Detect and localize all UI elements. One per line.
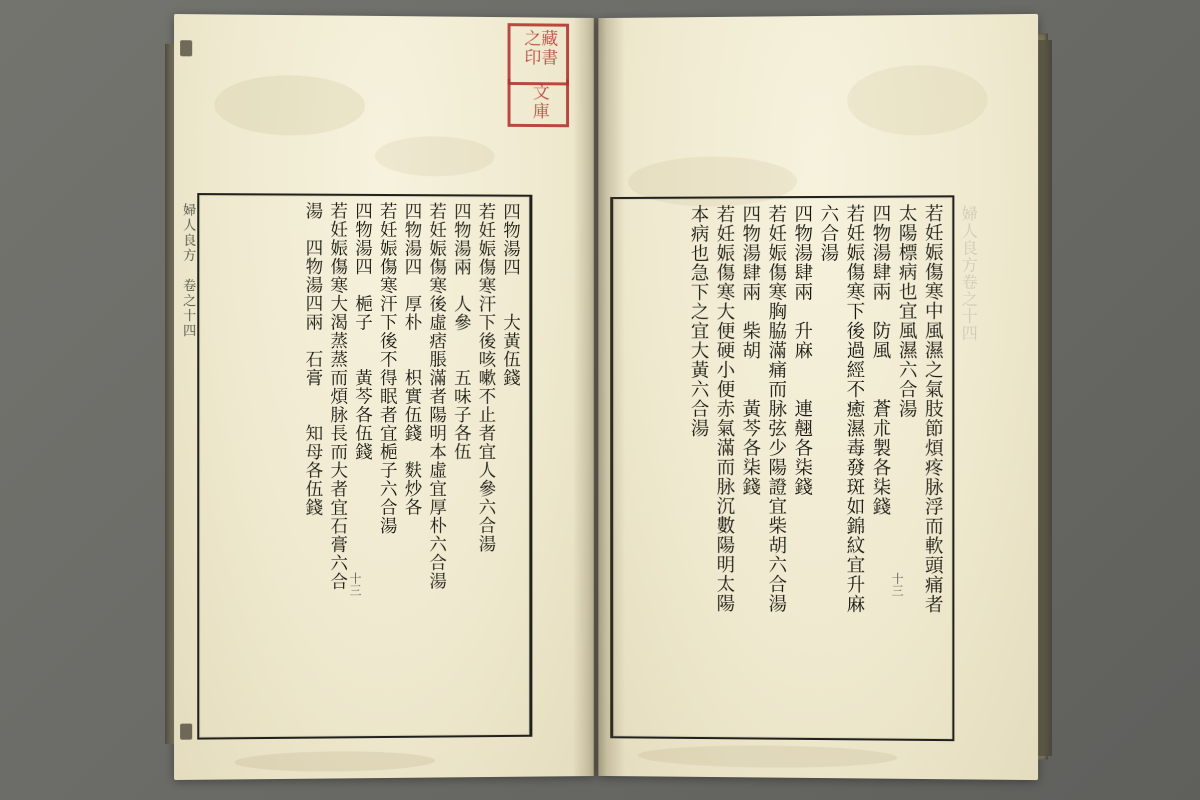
text-column: 若妊娠傷寒大渴蒸蒸而煩脉長而大者宜石膏六合 [327,201,348,591]
text-column: 太陽標病也宜風濕六合湯 [896,203,918,419]
text-column: 六合湯 [817,203,839,263]
paper-stain [638,744,897,768]
paper-stain [375,136,495,177]
paper-stain [235,751,435,773]
text-column: 四物湯四 厚朴 枳實伍錢 麩炒各 [401,202,422,517]
text-column: 四物湯四 梔子 黃芩各伍錢 [352,201,373,462]
text-column: 若妊娠傷寒汗下後咳嗽不止者宜人參六合湯 [475,202,496,554]
page-edge-right-shadow [1038,40,1052,756]
text-column: 四物湯肆兩 升麻 連翹各柒錢 [791,204,813,497]
right-text-frame [610,195,954,741]
collection-seal-upper: 藏書之印 [508,23,569,85]
left-page-folio: 十三 [347,572,363,597]
binding-stitch [180,40,192,56]
paper-stain [847,65,988,136]
text-column: 湯 四物湯四兩 石膏 知母各伍錢 [302,201,323,517]
collection-seal-lower: 文庫 [508,79,569,127]
binding-stitch [180,724,192,740]
text-column: 四物湯四 大黃伍錢 [500,202,521,388]
text-column: 若妊娠傷寒大便硬小便赤氣滿而脉沉數陽明太陽 [713,204,735,614]
right-columns [613,197,952,739]
book-side-title: 婦人良方 卷之十四 [180,203,196,339]
right-page-folio: 十三 [890,572,905,597]
right-page [598,14,1038,780]
text-column: 四物湯肆兩 柴胡 黃芩各柒錢 [739,204,761,497]
show-through-text: 婦人良方卷之十四 [959,205,979,342]
text-column: 若妊娠傷寒下後過經不癒濕毒發斑如錦紋宜升麻 [843,203,865,614]
left-page [174,14,594,780]
text-column: 若妊娠傷寒胸脇滿痛而脉弦少陽證宜柴胡六合湯 [765,204,787,614]
text-column: 若妊娠傷寒中風濕之氣肢節煩疼脉浮而軟頭痛者 [922,203,944,615]
text-column: 若妊娠傷寒汗下後不得眠者宜梔子六合湯 [377,201,398,536]
left-text-frame [197,193,532,740]
left-columns [199,195,529,738]
book [175,16,1040,778]
text-column: 若妊娠傷寒後虛痞脹滿者陽明本虛宜厚朴六合湯 [426,202,447,591]
text-column: 四物湯兩 人參 五味子各伍 [451,202,472,461]
paper-stain [214,75,365,136]
text-column: 本病也急下之宜大黃六合湯 [688,204,709,438]
text-column: 四物湯肆兩 防風 蒼朮製各柒錢 [869,203,891,517]
